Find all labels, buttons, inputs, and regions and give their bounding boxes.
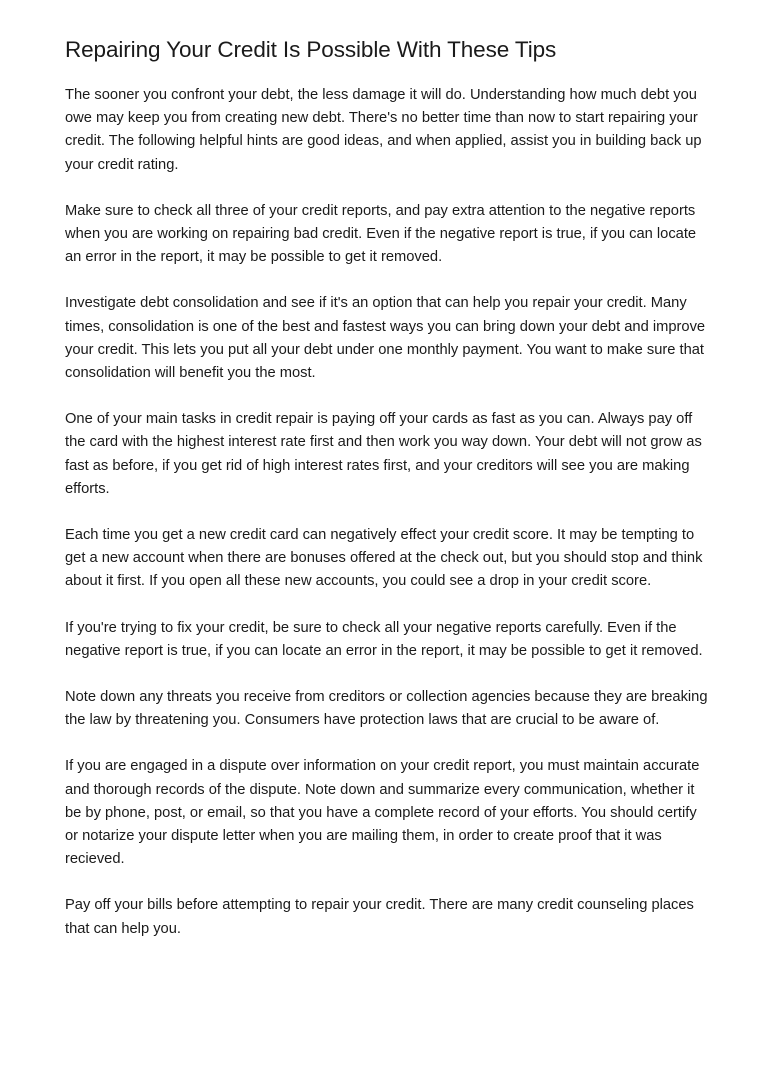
paragraph-new-credit-card: Each time you get a new credit card can negatively effect your credit score. It may be tempting to get a new account when there are bonuses offered at the check out, but you should stop and think about it first. If you open all these new accounts, you could see a drop in your credit score. [65,527,703,590]
paragraph-negative-reports: If you're trying to fix your credit, be sure to check all your negative reports carefully. Even if the negative report is true, if you can locate an error in the report, it may be possible to get it removed. [65,619,703,659]
paragraph-threats: Note down any threats you receive from creditors or collection agencies because they are breaking the law by threatening you. Consumers have protection laws that are crucial to be aware of. [65,689,708,729]
document-title: Repairing Your Credit Is Possible With These Tips [65,37,557,62]
paragraph-intro: The sooner you confront your debt, the less damage it will do. Understanding how much debt you owe may keep you from creating new debt. There's no better time than now to start repairing your credit. The following helpful hints are good ideas, and when applied, assist you in building back up your credit rating. [65,87,702,173]
paragraph-credit-reports: Make sure to check all three of your credit reports, and pay extra attention to the negative reports when you are working on repairing bad credit. Even if the negative report is true, if you can locate an error in the report, it may be possible to get it removed. [65,202,697,266]
paragraph-pay-bills: Pay off your bills before attempting to repair your credit. There are many credit counseling places that can help you. [65,897,694,937]
paragraph-debt-consolidation: Investigate debt consolidation and see if it's an option that can help you repair your credit. Many times, consolidation is one of the best and fastest ways you can bring down your debt and improve your credit. This lets you put all your debt under one monthly payment. You want to make sure that consolidation will benefit you the most. [65,295,706,382]
paragraph-pay-off-cards: One of your main tasks in credit repair is paying off your cards as fast as you can. Always pay off the card with the highest interest rate first and then work you way down. Your debt will not grow as fast as before, if you get rid of high interest rates first, and your creditors will see you are making efforts. [65,411,702,497]
paragraph-dispute-records: If you are engaged in a dispute over information on your credit report, you must maintain accurate and thorough records of the dispute. Note down and summarize every communication, whether it be by phone, post, or email, so that you have a complete record of your efforts. You should certify or notarize your dispute letter when you are mailing them, in order to create proof that it was recieved. [65,758,700,868]
